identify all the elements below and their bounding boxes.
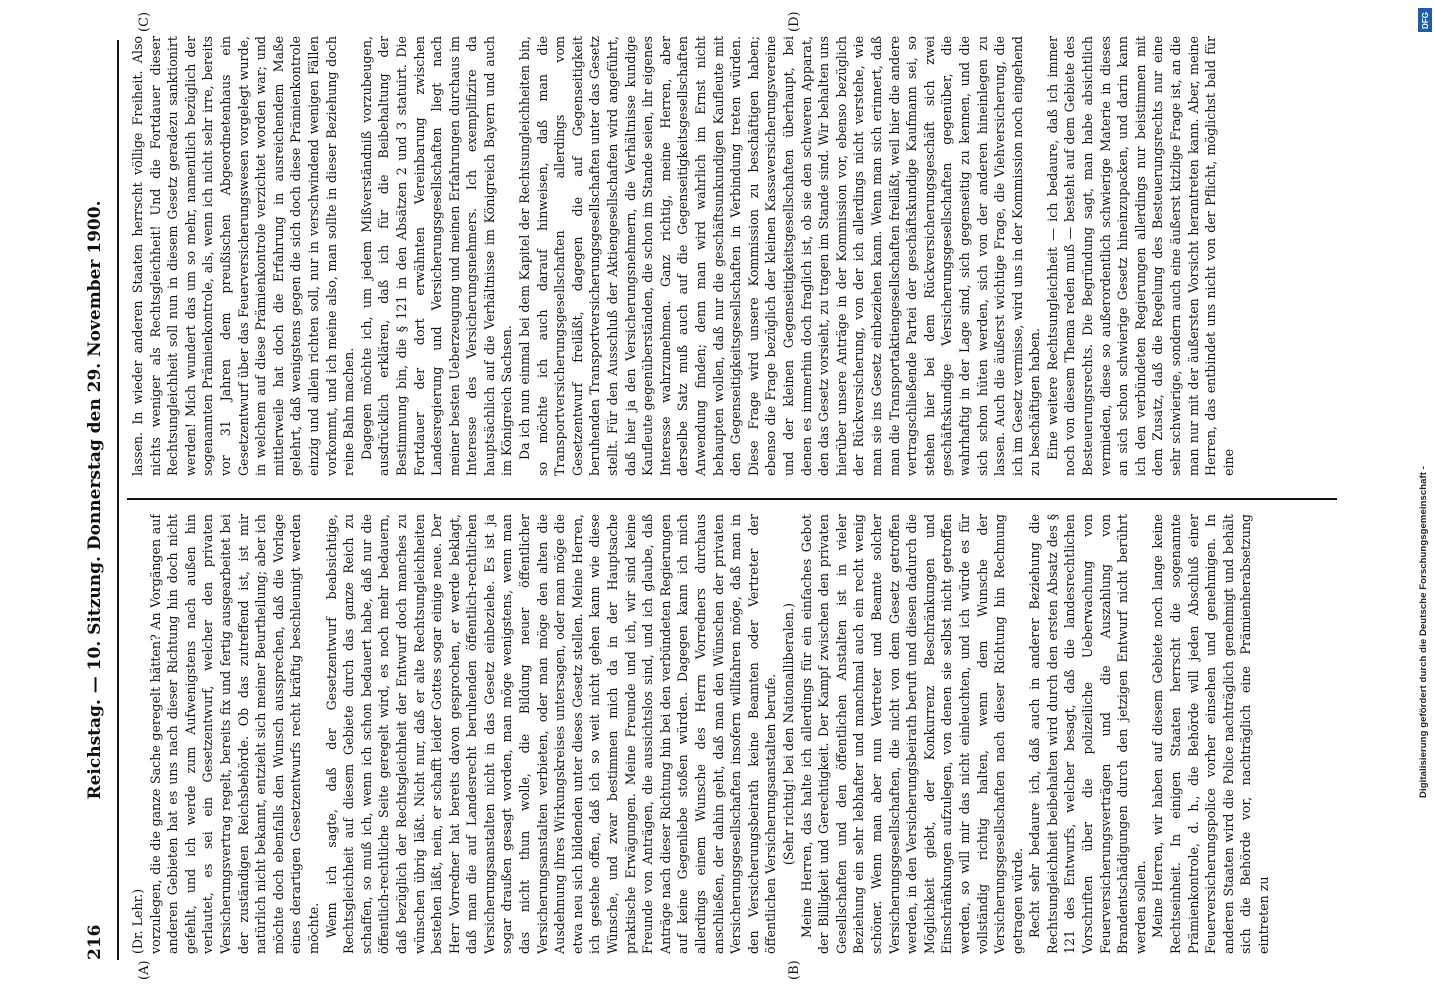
paragraph: Dagegen möchte ich, um jedem Mißverständniß vorzubeugen, ausdrücklich erklären, daß ich für die Beibehaltung der Bestimmung bin, die § 121 in den Absätzen 2 und 3 statuirt. Die Fortdauer der dort erwähnten Vereinbarung zwischen Landesregierung und Versicherungsgesellschaften liegt nach meiner besten Ueberzeugung und meinen Erfahrungen durchaus im Interesse des Versicherungsnehmers. Ich exemplifizire da hauptsächlich auf die Verhältnisse im Königreich Bayern und auch im Königreich Sachsen. [358,36,515,476]
right-column [129,36,1329,476]
left-column [129,514,1329,954]
paragraph: Eine weitere Rechtsungleichheit — ich bedaure, daß ich immer noch von diesem Thema reden muß — besteht auf dem Gebiete des Besteuerungsrechts. Die Begründung sagt, man habe absichtlich vermieden, diese so außerordentlich schwierige Materie in dieses an sich schon schwierige Gesetz hineinzupacken, und darin kann ich den verbündeten Regierungen allerdings nur beistimmen mit dem Zusatz, daß die Regelung des Besteuerungsrechts nur eine sehr schwierige, sondern auch eine äußerst kitzlige Frage ist, an die man nur mit der äußersten Vorsicht herantreten kann. Aber, meine Herren, das entbindet uns nicht von der Pflicht, möglichst bald für eine [1044,36,1236,476]
paragraph: Recht sehr bedaure ich, daß auch in anderer Beziehung die Rechtsungleichheit beibehalten wird durch den ersten Absatz des § 121 des Entwurfs, welcher besagt, daß die landesrechtlichen Vorschriften über die polizeiliche Ueberwachung von Feuerversicherungsverträgen und die Auszahlung von Brandentschädigungen durch den jetzigen Entwurf nicht berührt werden sollen. [1027,514,1148,954]
page-number: 216 [85,924,105,960]
interjection: (Sehr richtig! bei den Nationalliberalen.) [780,602,796,866]
paragraph: Wenn ich sagte, daß der Gesetzentwurf beabsichtige, Rechtsgleichheit auf diesem Gebiete durch das ganze Reich zu schaffen, so muß ich, wenn ich schon bedauert habe, daß nur die öffentlich-rechtliche Seite geregelt wird, es noch mehr bedauern, daß bezüglich der Rechtsgleichheit der Entwurf doch manches zu wünschen übrig läßt. Nicht nur, daß er alte Rechtsungleichheiten bestehen läßt, nein, er schafft leider Gottes sogar einige neue. Der Herr Vorredner hat bereits davon gesprochen, er werde beklagt, daß man die auf Landesrecht beruhenden öffentlich-rechtlichen Versicherungsanstalten nicht in das Gesetz einbeziehe. Es ist ja sogar draußen gesagt worden, man möge wenigstens, wenn man das nicht thun wolle, die Bildung neuer öffentlicher Versicherungsanstalten verbieten, oder man möge den alten die Ausdehnung ihres Wirkungskreises untersagen, oder man möge die etwa neu sich bildenden unter dieses Gesetz stellen. Meine Herren, ich gestehe offen, daß ich so weit nicht gehen kann wie diese Wünsche, und zwar bestimmen mich da in der Hauptsache praktische Erwägungen. Meine Freunde und ich, wir sind keine Freunde von Anträgen, die aussichtslos sind, und ich glaube, daß Anträge nach dieser Richtung hin bei den verbündeten Regierungen auf keine Gegenliebe stoßen würden. Dagegen kann ich mich allerdings einem Wunsche des Herrn Vorredners durchaus anschließen, der dahin geht, daß man den Wünschen der privaten Versicherungsgesellschaften insofern willfahren möge, daß man in den Versicherungsbeirath keine Beamten oder Vertreter der öffentlichen Versicherungsanstalten berufe. [323,514,779,954]
paragraph: lassen. In wieder anderen Staaten herrscht völlige Freiheit. Also nichts weniger als Rechtsgleichheit! Und die Fortdauer dieser Rechtsungleichheit soll nun in diesem Gesetz geradezu sanktionirt werden! Mich wundert das um so mehr, namentlich bezüglich der sogenannten Prämienkontrole, als, wenn ich nicht sehr irre, bereits vor 31 Jahren dem preußischen Abgeordnetenhaus ein Gesetzentwurf über das Feuerversicherungswesen vorgelegt wurde, in welchem auf diese Prämienkontrole verzichtet worden war; und mittlerweile hat doch die Erfahrung in ausreichendem Maße gelehrt, daß wenigstens gegen die sich doch diese Prämienkontrole einzig und allein richten soll, nur in verschwindend wenigen Fällen vorkommt, und ich meine also, man sollte in dieser Beziehung doch reine Bahn machen. [130,36,357,476]
running-head [85,40,111,960]
paragraph: Meine Herren, das halte ich allerdings für ein einfaches Gebot der Billigkeit und Gerechtigkeit. Der Kampf zwischen den privaten Gesellschaften und den öffentlichen Anstalten ist in vieler Beziehung ein sehr lebhafter und manchmal auch ein recht wenig schöner. Wenn man aber nun Vertreter und Beamte solcher Versicherungsgesellschaften, die nicht von dem Gesetz getroffen werden, in den Versicherungsbeirath beruft und diesen dadurch die Möglichkeit giebt, der Konkurrenz Beschränkungen und Einschränkungen aufzulegen, von denen sie selbst nicht getroffen werden, so will mir das nicht einleuchten, und ich würde es für vollständig richtig halten, wenn dem Wunsche der Versicherungsgesellschaften nach dieser Richtung hin Rechnung getragen würde. [798,514,1025,954]
margin-marker-c: (C) [137,11,152,32]
paragraph: Da ich nun einmal bei dem Kapitel der Rechtsungleichheiten bin, so möchte ich auch darauf hinweisen, daß man die Transportversicherungsgesellschaften allerdings vom Gesetzentwurf freiläßt, dagegen die auf Gegenseitigkeit beruhenden Transportversicherungsgesellschaften unter das Gesetz stellt. Für den Ausschluß der Aktiengesellschaften wird angeführt, daß hier ja den Versicherungsnehmern, die Verhältnisse kundige Kaufleute gegenüberständen, die schon im Stande seien, ihr eigenes Interesse wahrzunehmen. Ganz richtig, meine Herren, aber derselbe Satz muß auch auf die Gegenseitigkeitsgesellschaften Anwendung finden; denn man wird wahrlich im Ernst nicht behaupten wollen, daß nur die geschäftsunkundigen Kaufleute mit den Gegenseitigkeitsgesellschaften in Verbindung treten würden. Diese Frage wird unsere Kommission zu beschäftigen haben; ebenso die Frage bezüglich der kleinen Kassaversicherungsvereine und der kleinen Gegenseitigkeitsgesellschaften überhaupt, bei denen es immerhin doch fraglich ist, ob sie den schweren Apparat, den das Gesetz vorsieht, zu tragen im Stande sind. Wir behalten uns hierüber unsere Anträge in der Kommission vor, ebenso bezüglich der Rückversicherung, von der ich allerdings nicht verstehe, wie man sie ins Gesetz einbeziehen kann. Wenn man sich erinnert, daß man die Transportaktiengesellschaften freiläßt, weil hier die andere vertragschließende Partei der geschäftskundige Kaufmann sei, so stehen hier bei dem Rückversicherungsgeschäft sich zwei geschäftskundige Versicherungsgesellschaften gegenüber, die wahrhaftig in der Lage sind, sich gegenseitig zu kennen, und die sich schon hüten werden, sich von der anderen hineinlegen zu lassen. Auch die äußerst wichtige Frage, die Viehversicherung, die ich im Gesetz vermisse, wird uns in der Kommission noch eingehend zu beschäftigen haben. [517,36,1043,476]
paragraph: Meine Herren, wir haben auf diesem Gebiete noch lange keine Rechtseinheit. In einigen Staaten herrscht die sogenannte Prämienkontrole, d. h., die Behörde will jeden Abschluß einer Feuerversicherungspolice vorher einsehen und genehmigen. In anderen Staaten wird die Police nachträglich genehmigt und behält sich die Behörde vor, nachträglich eine Prämienherabsetzung eintreten zu [1150,514,1271,954]
header-rule [117,40,119,960]
page-title: Reichstag. — 10. Sitzung. Donnerstag den 29. November 1900. [85,200,105,800]
margin-marker-b: (B) [787,960,802,980]
speaker-label: (Dr. Lehr.) [130,888,145,954]
digitization-credit [1416,8,1434,998]
margin-marker-d: (D) [787,11,802,32]
paragraph: vorzulegen, die die ganze Sache geregelt hätten? An Vorgängen auf anderen Gebieten hat es uns nach dieser Richtung hin doch nicht gefehlt, und ich werde zum Aufwenigstens nach außen hin verlautet, es sei ein Gesetzentwurf, welcher den privaten Versicherungsvertrag regelt, bereits fix und fertig ausgearbeitet bei der zuständigen Reichsbehörde. Ob das zutreffend ist, ist mir natürlich nicht bekannt, entzieht sich meiner Beurtheilung; aber ich möchte doch ebenfalls den Wunsch aussprechen, daß die Vorlage eines derartigen Gesetzentwurfs recht kräftig beschleunigt werden möchte. [147,514,321,954]
margin-marker-a: (A) [137,960,152,980]
dfg-logo [1418,8,1432,32]
credit-text: Digitalisierung gefördert durch die Deutsche Forschungsgemeinschaft - [1418,465,1429,798]
column-divider [127,498,1337,500]
dfg-logo-text: DFG [1420,11,1430,29]
rotated-page [67,10,1367,990]
